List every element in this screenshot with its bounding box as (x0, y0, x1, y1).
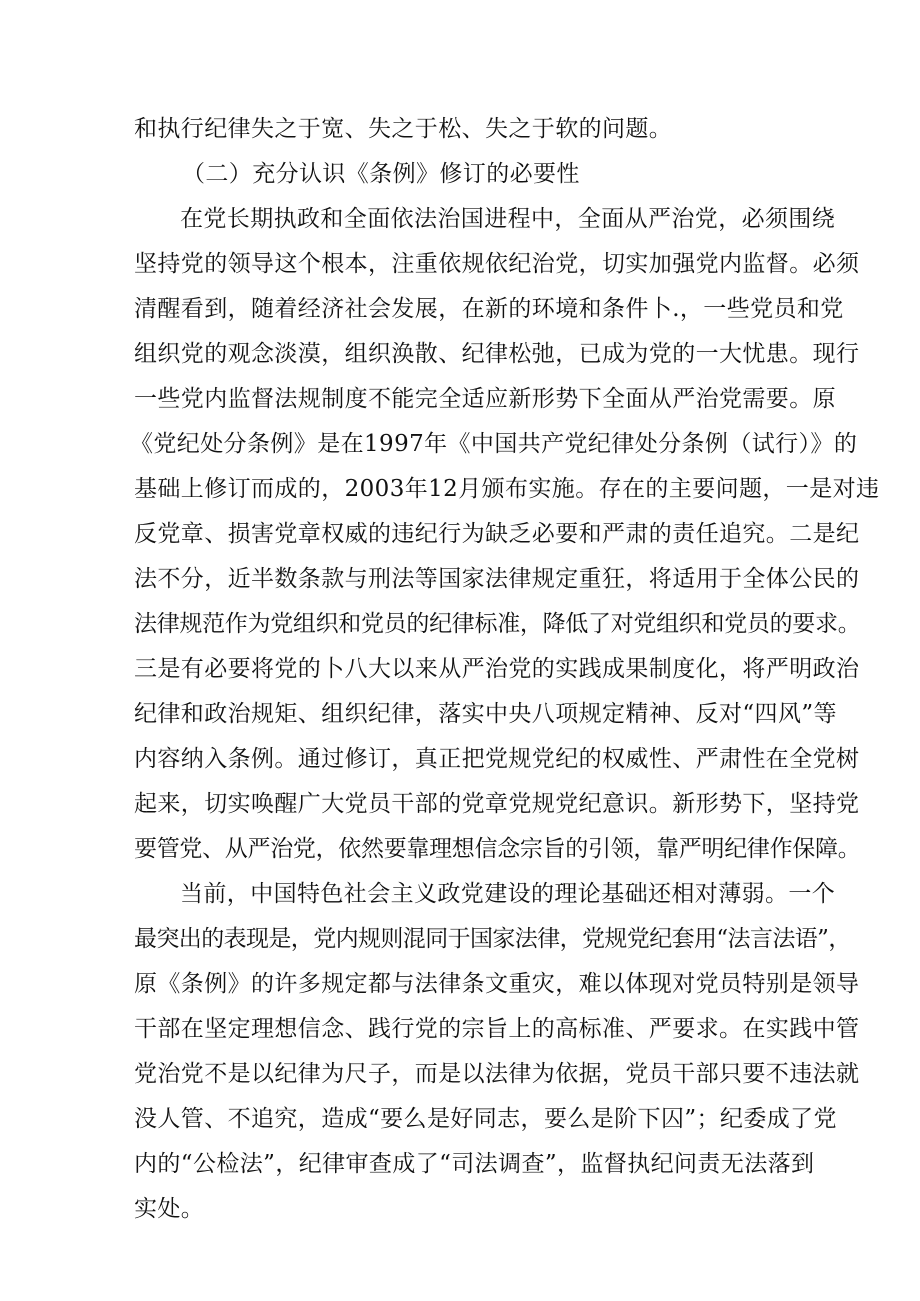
text-line-16: 起来，切实唤醒广大党员干部的党章党规党纪意识。新形势下，坚持党 (134, 791, 860, 817)
text-line-6: 组织党的观念淡漠，组织涣散、纪律松弛，已成为党的一大忧患。现行 (134, 341, 860, 367)
text-line-18: 当前，中国特色社会主义政党建设的理论基础还相对薄弱。一个 (180, 881, 836, 907)
text-line-15: 内容纳入条例。通过修订，真正把党规党纪的权威性、严肃性在全党树 (134, 746, 860, 772)
text-line-8: 《党纪处分条例》是在1997年《中国共产党纪律处分条例（试行）》的 (130, 431, 858, 457)
text-line-3: 在党长期执政和全面依法治国进程中，全面从严治党，必须围绕 (180, 206, 836, 232)
text-line-21: 干部在坚定理想信念、践行党的宗旨上的高标准、严要求。在实践中管 (134, 1016, 860, 1042)
text-line-22: 党治党不是以纪律为尺子，而是以法律为依据，党员干部只要不违法就 (134, 1061, 860, 1087)
text-line-20: 原《条例》的许多规定都与法律条文重灾，难以体现对党员特别是领导 (134, 971, 860, 997)
text-line-1: 和执行纪律失之于宽、失之于松、失之于软的问题。 (134, 116, 673, 142)
text-line-25: 实处。 (134, 1196, 205, 1222)
text-line-23: 没人管、不追究，造成“要么是好同志，要么是阶下囚”；纪委成了党 (134, 1106, 837, 1132)
text-line-5: 清醒看到，随着经济社会发展，在新的环境和条件卜.，一些党员和党 (134, 296, 844, 322)
section-heading: （二）充分认识《条例》修订的必要性 (182, 161, 580, 187)
text-line-7: 一些党内监督法规制度不能完全适应新形势下全面从严治党需要。原 (134, 386, 836, 412)
text-line-12: 法律规范作为党组织和党员的纪律标准，降低了对党组织和党员的要求。 (134, 611, 861, 637)
text-line-19: 最突出的表现是，党内规则混同于国家法律，党规党纪套用“法言法语”， (134, 926, 851, 952)
text-line-4: 坚持党的领导这个根本，注重依规依纪治党，切实加强党内监督。必须 (134, 251, 860, 277)
text-line-17: 要管党、从严治党，依然要靠理想信念宗旨的引领，靠严明纪律作保障。 (134, 836, 861, 862)
text-line-10: 反党章、损害党章权威的违纪行为缺乏必要和严肃的责任追究。二是纪 (134, 521, 860, 547)
text-line-11: 法不分，近半数条款与刑法等国家法律规定重狂，将适用于全体公民的 (134, 566, 860, 592)
text-line-13: 三是有必要将党的卜八大以来从严治党的实践成果制度化，将严明政治 (134, 656, 860, 682)
text-line-9: 基础上修订而成的，2003年12月颁布实施。存在的主要问题，一是对违 (134, 476, 880, 502)
text-line-14: 纪律和政治规矩、组织纪律，落实中央八项规定精神、反对“四风”等 (134, 701, 837, 727)
text-line-24: 内的“公检法”，纪律审查成了“司法调查”，监督执纪问责无法落到 (134, 1151, 815, 1177)
